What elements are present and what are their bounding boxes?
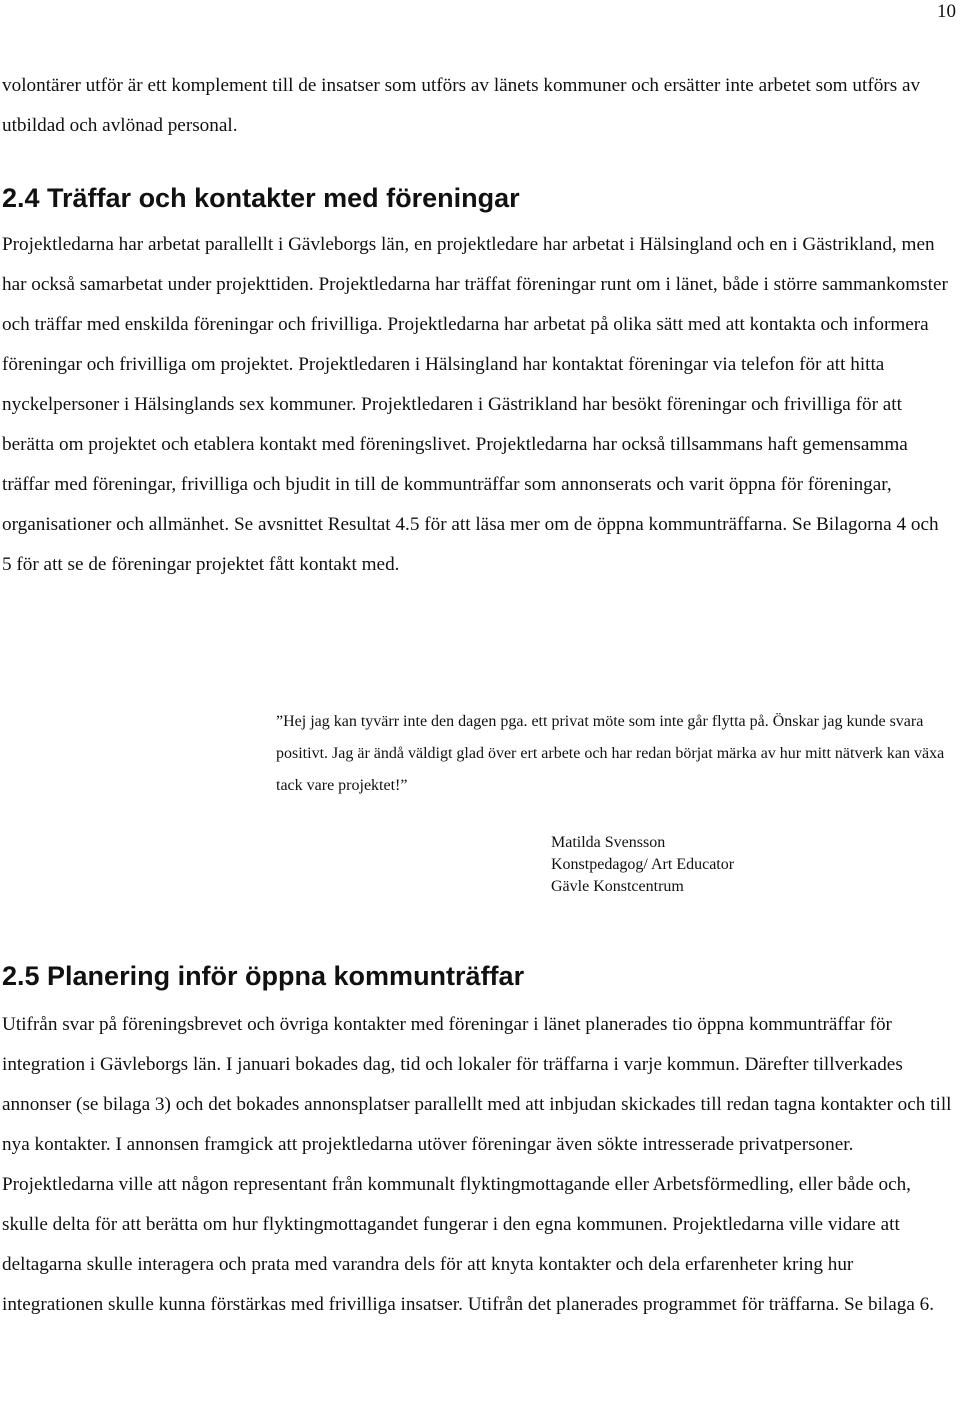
section-2-4-paragraph: Projektledarna har arbetat parallellt i Gävleborgs län, en projektledare har arbetat i Hälsingland och en i Gästrikland, men har också samarbetat under projekttiden. Projektledarna har träffat föreningar runt om i länet, både i större sammankomster och träffar med enskilda föreningar och frivilliga. Projektledarna har arbetat på olika sätt med att kontakta och informera föreningar och frivilliga om projektet. Projektledaren i Hälsingland har kontaktat föreningar via telefon för att hitta nyckelpersoner i Hälsinglands sex kommuner. Projektledaren i Gästrikland har besökt föreningar och frivilliga för att berätta om projektet och etablera kontakt med föreningslivet. Projektledarna har också tillsammans haft gemensamma träffar med föreningar, frivilliga och bjudit in till de kommunträffar som annonserats och varit öppna för föreningar, organisationer och allmänhet. Se avsnittet Resultat 4.5 för att läsa mer om de öppna kommunträffarna. Se Bilagorna 4 och 5 för att se de föreningar projektet fått kontakt med. <box>2 234 948 575</box>
section-heading-2-5: 2.5 Planering inför öppna kommunträffar <box>2 961 525 991</box>
testimonial-quote: ”Hej jag kan tyvärr inte den dagen pga. ett privat möte som inte går flytta på. Önskar jag kunde svara positivt. Jag är ändå väldigt glad över ert arbete och har redan börjat märka av hur mitt nätverk kan växa tack vare projektet!” <box>276 713 945 794</box>
page-number: 10 <box>937 1 956 22</box>
signature-title: Konstpedagog/ Art Educator <box>551 856 735 873</box>
intro-paragraph: volontärer utför är ett komplement till de insatser som utförs av länets kommuner och ersätter inte arbetet som utförs av utbildad och avlönad personal. <box>2 75 921 136</box>
section-heading-2-4: 2.4 Träffar och kontakter med föreningar <box>2 183 520 213</box>
quote-signature <box>551 832 734 898</box>
signature-organization: Gävle Konstcentrum <box>551 878 684 895</box>
section-2-5-paragraph: Utifrån svar på föreningsbrevet och övriga kontakter med föreningar i länet planerades tio öppna kommunträffar för integration i Gävleborgs län. I januari bokades dag, tid och lokaler för träffarna i varje kommun. Därefter tillverkades annonser (se bilaga 3) och det bokades annonsplatser parallellt med att inbjudan skickades till redan tagna kontakter och till nya kontakter. I annonsen framgick att projektledarna utöver föreningar även sökte intresserade privatpersoner. Projektledarna ville att någon representant från kommunalt flyktingmottagande eller Arbetsförmedling, eller både och, skulle delta för att berätta om hur flyktingmottagandet fungerar i den egna kommunen. Projektledarna ville vidare att deltagarna skulle interagera och prata med varandra dels för att knyta kontakter och dela erfarenheter kring hur integrationen skulle kunna förstärkas med frivilliga insatser. Utifrån det planerades programmet för träffarna. Se bilaga 6. <box>2 1014 952 1315</box>
signature-name: Matilda Svensson <box>551 834 666 851</box>
